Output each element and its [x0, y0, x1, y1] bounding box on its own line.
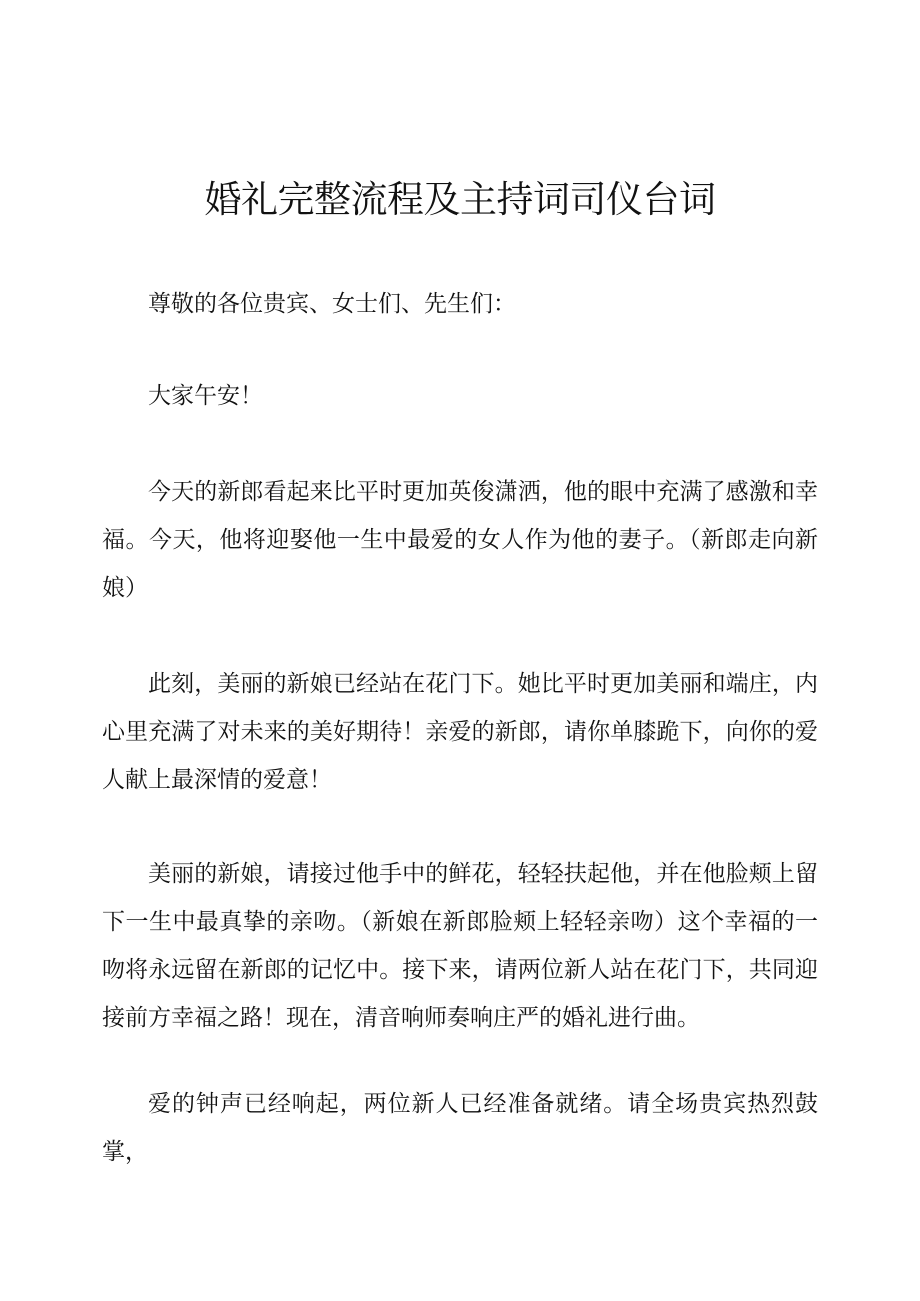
paragraph-groom: 今天的新郎看起来比平时更加英俊潇洒，他的眼中充满了感激和幸福。今天，他将迎娶他一生中最爱的女人作为他的妻子。（新郎走向新娘）: [102, 479, 818, 601]
paragraph-kiss: 美丽的新娘，请接过他手中的鲜花，轻轻扶起他，并在他脸颊上留下一生中最真挚的亲吻。（新娘在新郎脸颊上轻轻亲吻）这个幸福的一吻将永远留在新郎的记忆中。接下来，请两位新人站在花门下，共同迎接前方幸福之路！现在，清音响师奏响庄严的婚礼进行曲。: [102, 861, 818, 1031]
paragraph-good-afternoon: 大家午安！: [148, 383, 263, 409]
paragraph-greeting: 尊敬的各位贵宾、女士们、先生们：: [148, 291, 516, 317]
document-title: 婚礼完整流程及主持词司仪台词: [204, 178, 716, 221]
paragraph-bell: 爱的钟声已经响起，两位新人已经准备就绪。请全场贵宾热烈鼓掌，: [102, 1091, 818, 1165]
paragraph-bride: 此刻，美丽的新娘已经站在花门下。她比平时更加美丽和端庄，内心里充满了对未来的美好期待！亲爱的新郎，请你单膝跪下，向你的爱人献上最深情的爱意！: [102, 671, 818, 793]
